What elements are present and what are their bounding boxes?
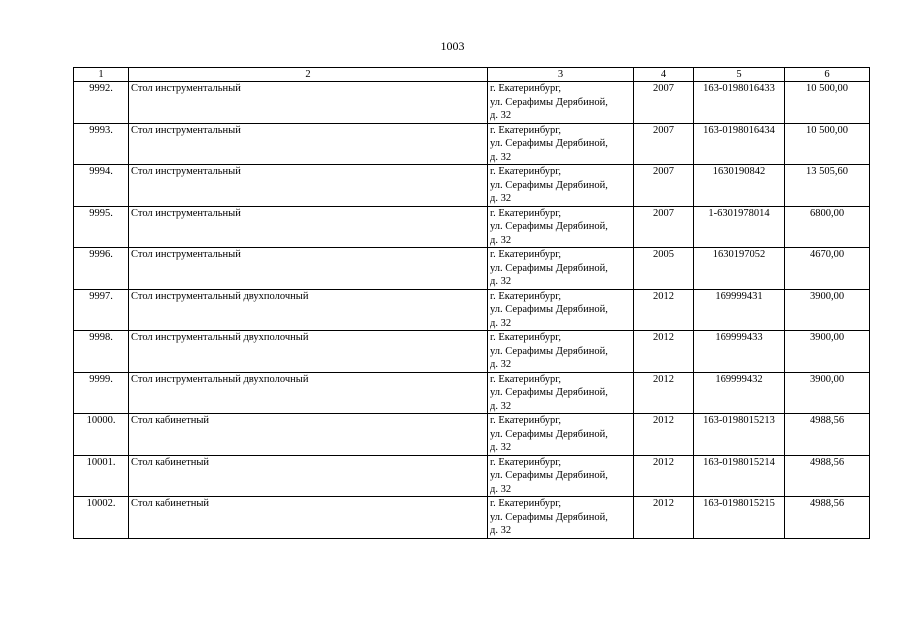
- table-row: [74, 455, 870, 497]
- inventory-number-cell: 163-0198015214: [694, 455, 785, 497]
- address-line: д. 32: [490, 276, 512, 287]
- year-cell: 2007: [634, 82, 694, 124]
- address-cell: [488, 248, 634, 290]
- address-line: ул. Серафимы Дерябиной,: [490, 179, 608, 191]
- year-cell: 2012: [634, 414, 694, 456]
- address-line: г. Екатеринбург,: [490, 166, 562, 177]
- row-number-cell: 9993.: [74, 123, 129, 165]
- property-register-table: [73, 67, 870, 539]
- table-row: [74, 82, 870, 124]
- inventory-number-cell: 169999431: [694, 289, 785, 331]
- row-number-cell: 10002.: [74, 497, 129, 539]
- column-header-cost: 6: [785, 68, 870, 82]
- address-cell: [488, 206, 634, 248]
- address-cell: [488, 165, 634, 207]
- row-number-cell: 10000.: [74, 414, 129, 456]
- inventory-number-cell: 169999432: [694, 372, 785, 414]
- inventory-number-cell: 169999433: [694, 331, 785, 373]
- year-cell: 2007: [634, 123, 694, 165]
- address-cell: [488, 497, 634, 539]
- address-line: ул. Серафимы Дерябиной,: [490, 262, 608, 274]
- cost-cell: 6800,00: [785, 206, 870, 248]
- address-line: г. Екатеринбург,: [490, 415, 562, 426]
- row-number-cell: 9997.: [74, 289, 129, 331]
- year-cell: 2005: [634, 248, 694, 290]
- address-cell: [488, 289, 634, 331]
- cost-cell: 13 505,60: [785, 165, 870, 207]
- row-number-cell: 9998.: [74, 331, 129, 373]
- item-name-cell: Стол кабинетный: [129, 455, 488, 497]
- table-row: [74, 372, 870, 414]
- column-header-address: 3: [488, 68, 634, 82]
- address-line: г. Екатеринбург,: [490, 83, 562, 94]
- inventory-number-cell: 163-0198015215: [694, 497, 785, 539]
- item-name-cell: Стол инструментальный: [129, 82, 488, 124]
- address-line: г. Екатеринбург,: [490, 373, 562, 385]
- row-number-cell: 9996.: [74, 248, 129, 290]
- cost-cell: 3900,00: [785, 289, 870, 331]
- address-line: д. 32: [490, 359, 512, 370]
- cost-cell: 10 500,00: [785, 82, 870, 124]
- row-number-cell: 10001.: [74, 455, 129, 497]
- cost-cell: 3900,00: [785, 331, 870, 373]
- table-row: [74, 248, 870, 290]
- item-name-cell: Стол инструментальный двухполочный: [129, 331, 488, 373]
- table-row: [74, 331, 870, 373]
- cost-cell: 10 500,00: [785, 123, 870, 165]
- inventory-number-cell: 163-0198016433: [694, 82, 785, 124]
- address-cell: [488, 414, 634, 456]
- row-number-cell: 9994.: [74, 165, 129, 207]
- year-cell: 2012: [634, 331, 694, 373]
- column-header-name: 2: [129, 68, 488, 82]
- item-name-cell: Стол кабинетный: [129, 414, 488, 456]
- address-cell: [488, 372, 634, 414]
- row-number-cell: 9995.: [74, 206, 129, 248]
- address-line: г. Екатеринбург,: [490, 332, 562, 343]
- inventory-number-cell: 1-6301978014: [694, 206, 785, 248]
- address-line: д. 32: [490, 442, 512, 453]
- item-name-cell: Стол инструментальный: [129, 206, 488, 248]
- address-line: г. Екатеринбург,: [490, 124, 562, 136]
- address-cell: [488, 123, 634, 165]
- cost-cell: 4988,56: [785, 414, 870, 456]
- table-body: [74, 82, 870, 539]
- column-header-inventory-number: 5: [694, 68, 785, 82]
- table-row: [74, 123, 870, 165]
- inventory-number-cell: 1630190842: [694, 165, 785, 207]
- address-line: г. Екатеринбург,: [490, 207, 562, 219]
- cost-cell: 4670,00: [785, 248, 870, 290]
- inventory-number-cell: 163-0198015213: [694, 414, 785, 456]
- address-cell: [488, 455, 634, 497]
- address-line: д. 32: [490, 317, 512, 329]
- column-header-number: 1: [74, 68, 129, 82]
- row-number-cell: 9992.: [74, 82, 129, 124]
- header-row: [74, 68, 870, 82]
- item-name-cell: Стол инструментальный двухполочный: [129, 372, 488, 414]
- column-header-year: 4: [634, 68, 694, 82]
- cost-cell: 4988,56: [785, 497, 870, 539]
- year-cell: 2012: [634, 289, 694, 331]
- address-cell: [488, 331, 634, 373]
- address-line: ул. Серафимы Дерябиной,: [490, 387, 608, 398]
- address-line: г. Екатеринбург,: [490, 290, 562, 302]
- inventory-number-cell: 1630197052: [694, 248, 785, 290]
- table-header: [74, 68, 870, 82]
- cost-cell: 4988,56: [785, 455, 870, 497]
- page-number: 1003: [440, 39, 465, 53]
- item-name-cell: Стол инструментальный: [129, 165, 488, 207]
- address-line: д. 32: [490, 400, 512, 412]
- address-line: д. 32: [490, 525, 512, 536]
- address-line: д. 32: [490, 483, 512, 495]
- year-cell: 2012: [634, 372, 694, 414]
- address-line: д. 32: [490, 151, 512, 163]
- item-name-cell: Стол кабинетный: [129, 497, 488, 539]
- year-cell: 2007: [634, 206, 694, 248]
- year-cell: 2012: [634, 497, 694, 539]
- address-line: ул. Серафимы Дерябиной,: [490, 345, 608, 357]
- year-cell: 2007: [634, 165, 694, 207]
- item-name-cell: Стол инструментальный: [129, 123, 488, 165]
- address-line: д. 32: [490, 234, 512, 246]
- address-line: ул. Серафимы Дерябиной,: [490, 221, 608, 232]
- table-row: [74, 497, 870, 539]
- address-line: ул. Серафимы Дерябиной,: [490, 304, 608, 315]
- item-name-cell: Стол инструментальный: [129, 248, 488, 290]
- table-row: [74, 206, 870, 248]
- address-line: ул. Серафимы Дерябиной,: [490, 138, 608, 149]
- address-line: г. Екатеринбург,: [490, 498, 562, 509]
- table-row: [74, 165, 870, 207]
- address-cell: [488, 82, 634, 124]
- address-line: ул. Серафимы Дерябиной,: [490, 428, 608, 440]
- cost-cell: 3900,00: [785, 372, 870, 414]
- year-cell: 2012: [634, 455, 694, 497]
- row-number-cell: 9999.: [74, 372, 129, 414]
- address-line: ул. Серафимы Дерябиной,: [490, 96, 608, 108]
- address-line: ул. Серафимы Дерябиной,: [490, 470, 608, 481]
- inventory-number-cell: 163-0198016434: [694, 123, 785, 165]
- address-line: д. 32: [490, 193, 512, 204]
- table-row: [74, 289, 870, 331]
- address-line: г. Екатеринбург,: [490, 249, 562, 260]
- item-name-cell: Стол инструментальный двухполочный: [129, 289, 488, 331]
- address-line: д. 32: [490, 110, 512, 121]
- table-row: [74, 414, 870, 456]
- address-line: ул. Серафимы Дерябиной,: [490, 511, 608, 523]
- address-line: г. Екатеринбург,: [490, 456, 562, 468]
